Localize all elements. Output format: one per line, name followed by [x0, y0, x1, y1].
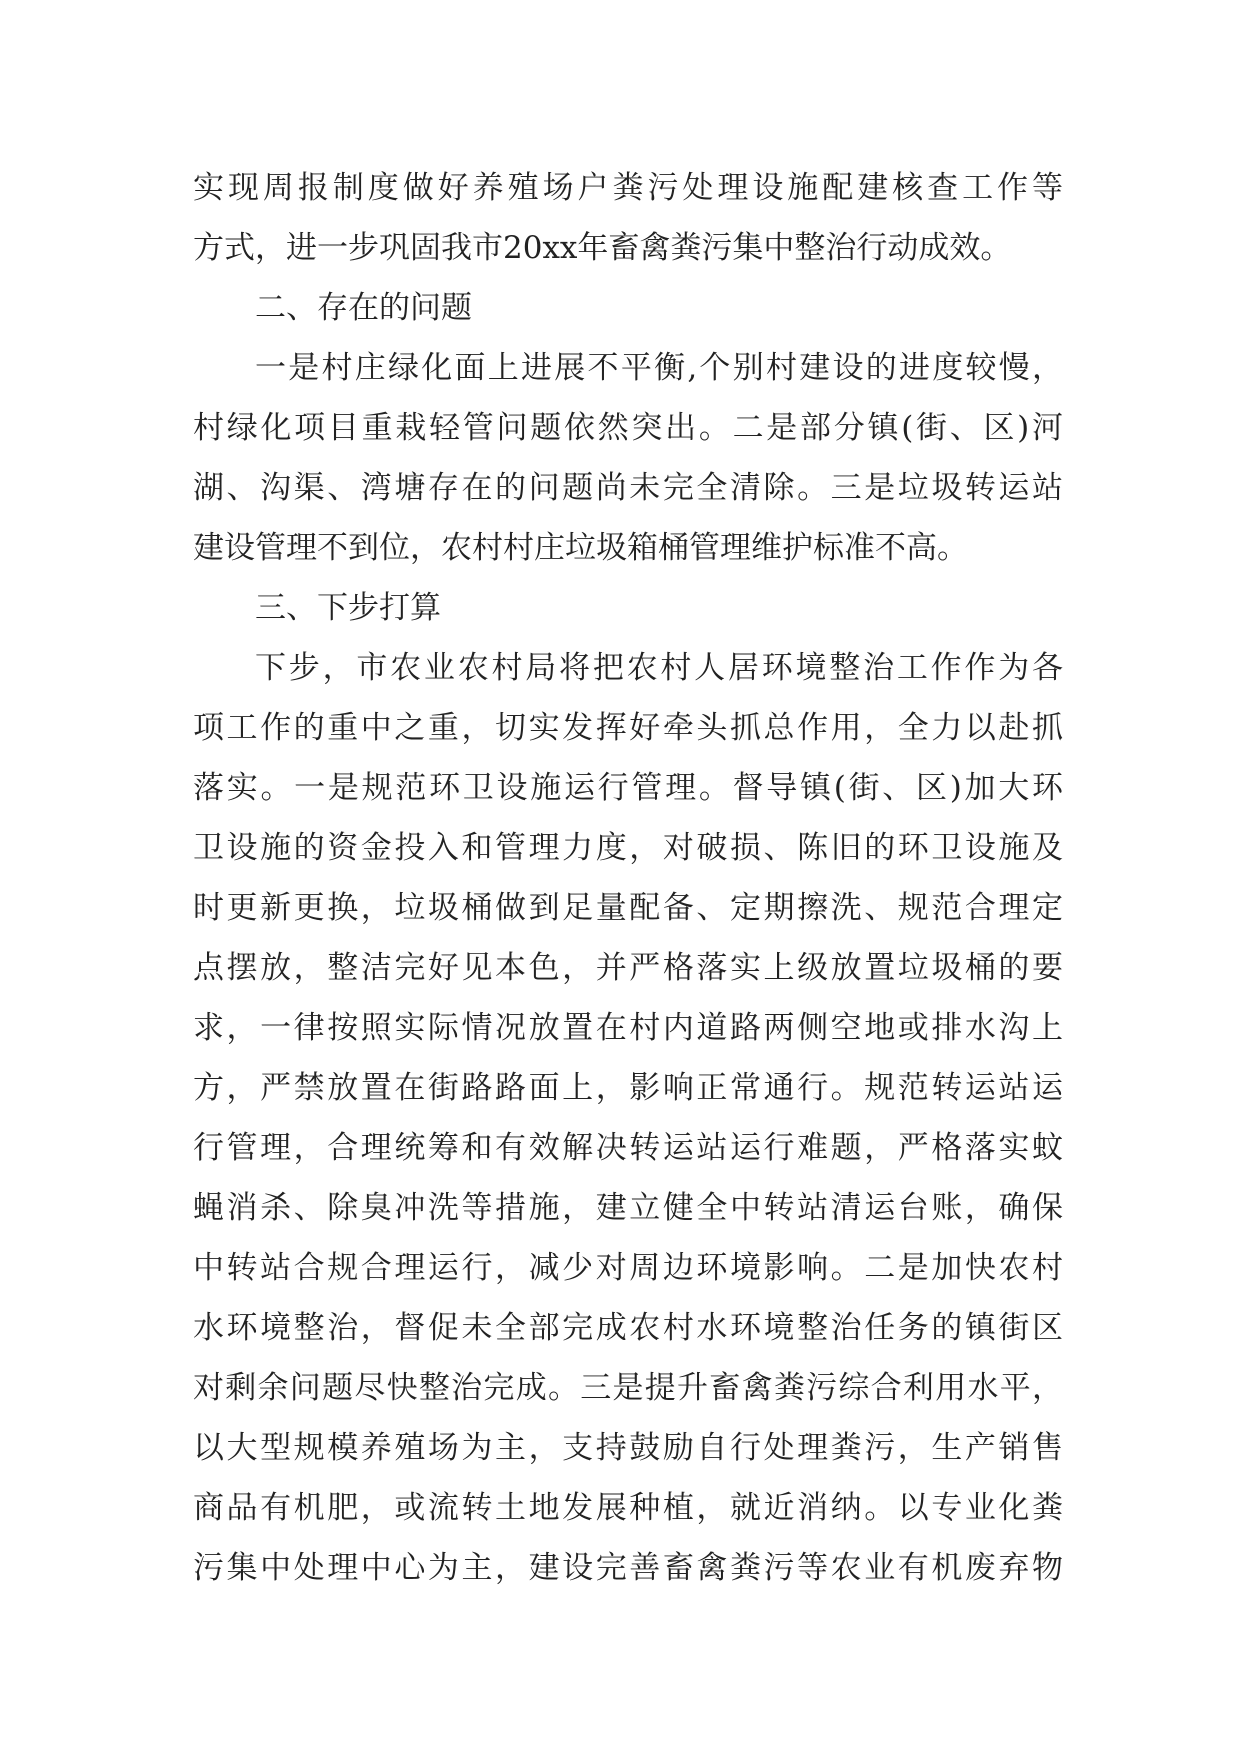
text-line: 商品有机肥，或流转土地发展种植，就近消纳。以专业化粪 [193, 1490, 1063, 1526]
text-line: 建设管理不到位，农村村庄垃圾箱桶管理维护标准不高。 [193, 530, 968, 566]
text-line: 湖、沟渠、湾塘存在的问题尚未完全清除。三是垃圾转运站 [193, 470, 1063, 506]
text-line: 项工作的重中之重，切实发挥好牵头抓总作用，全力以赴抓 [193, 710, 1063, 746]
text-line: 水环境整治，督促未全部完成农村水环境整治任务的镇街区 [193, 1310, 1063, 1346]
text-line: 污集中处理中心为主，建设完善畜禽粪污等农业有机废弃物 [193, 1550, 1063, 1586]
text-line: 行管理，合理统筹和有效解决转运站运行难题，严格落实蚊 [193, 1130, 1063, 1166]
text-line: 卫设施的资金投入和管理力度，对破损、陈旧的环卫设施及 [193, 830, 1063, 866]
text-line: 求，一律按照实际情况放置在村内道路两侧空地或排水沟上 [193, 1010, 1063, 1046]
text-line: 方式，进一步巩固我市20xx年畜禽粪污集中整治行动成效。 [193, 230, 1012, 266]
paragraph-first-line: 下步，市农业农村局将把农村人居环境整治工作作为各 [255, 650, 1063, 686]
text-line: 村绿化项目重栽轻管问题依然突出。二是部分镇(街、区)河 [193, 410, 1063, 446]
text-line: 点摆放，整洁完好见本色，并严格落实上级放置垃圾桶的要 [193, 950, 1063, 986]
section-heading: 三、下步打算 [255, 590, 441, 626]
section-heading: 二、存在的问题 [255, 290, 472, 326]
text-line: 落实。一是规范环卫设施运行管理。督导镇(街、区)加大环 [193, 770, 1063, 806]
paragraph-first-line: 一是村庄绿化面上进展不平衡,个别村建设的进度较慢， [255, 350, 1063, 386]
text-line: 中转站合规合理运行，减少对周边环境影响。二是加快农村 [193, 1250, 1063, 1286]
text-line: 对剩余问题尽快整治完成。三是提升畜禽粪污综合利用水平， [193, 1370, 1063, 1406]
text-line: 实现周报制度做好养殖场户粪污处理设施配建核查工作等 [193, 170, 1063, 206]
text-line: 以大型规模养殖场为主，支持鼓励自行处理粪污，生产销售 [193, 1430, 1063, 1466]
document-body [193, 158, 1063, 1598]
text-line: 方，严禁放置在街路路面上，影响正常通行。规范转运站运 [193, 1070, 1063, 1106]
text-line: 时更新更换，垃圾桶做到足量配备、定期擦洗、规范合理定 [193, 890, 1063, 926]
text-line: 蝇消杀、除臭冲洗等措施，建立健全中转站清运台账，确保 [193, 1190, 1063, 1226]
